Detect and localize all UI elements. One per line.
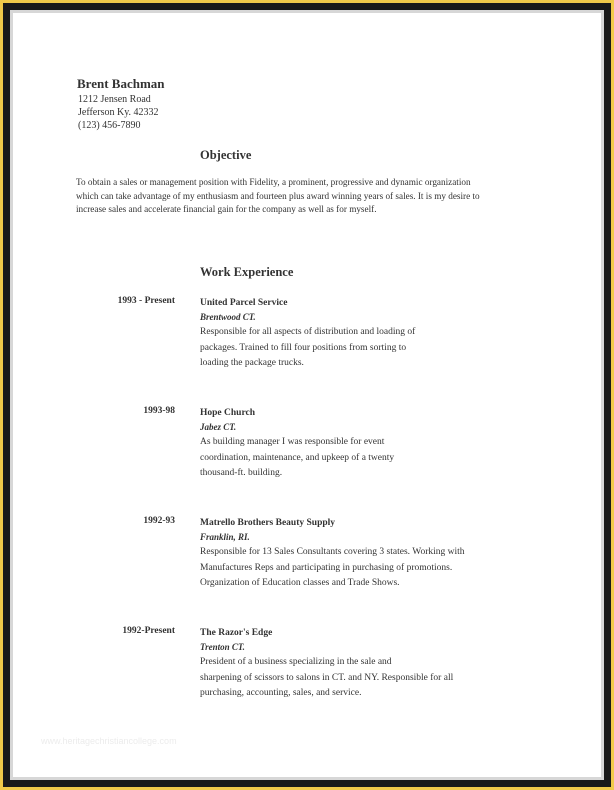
objective-line: increase sales and accelerate financial gain for the company as well as for myself.: [76, 204, 377, 214]
objective-heading: Objective: [200, 148, 252, 162]
job-description-line: President of a business specializing in the sale and: [200, 657, 392, 667]
applicant-name: Brent Bachman: [77, 76, 165, 91]
job-dates: 1992-Present: [122, 626, 175, 636]
resume-page: [13, 13, 601, 777]
job-dates: 1993-98: [143, 406, 175, 416]
job-description-line: Manufactures Reps and participating in purchasing of promotions.: [200, 562, 453, 573]
job-description-line: loading the package trucks.: [200, 358, 304, 368]
job-description: [200, 655, 530, 702]
job-location: Jabez CT.: [200, 422, 237, 432]
work-experience-heading: Work Experience: [200, 265, 294, 279]
job-details: [200, 516, 530, 592]
address-block: [78, 93, 159, 132]
objective-line: which can take advantage of my enthusiasm and fourteen plus award winning years of sales. It is my desire to: [76, 190, 480, 201]
job-description-line: coordination, maintenance, and upkeep of a twenty: [200, 452, 395, 463]
job-description-line: sharpening of scissors to salons in CT. and NY. Responsible for all: [200, 672, 454, 683]
objective-paragraph: [76, 176, 546, 217]
job-details: [200, 406, 530, 482]
job-dates: 1993 - Present: [117, 296, 175, 306]
job-description-line: packages. Trained to fill four positions from sorting to: [200, 342, 407, 353]
page-frame-mat: [10, 10, 604, 780]
job-location: Franklin, RI.: [200, 532, 250, 542]
address-line-city: Jefferson Ky. 42332: [78, 107, 159, 118]
job-employer: United Parcel Service: [200, 298, 288, 308]
job-description-line: Organization of Education classes and Trade Shows.: [200, 578, 400, 588]
job-description-line: thousand-ft. building.: [200, 468, 283, 478]
job-employer: Hope Church: [200, 408, 255, 418]
job-location: Trenton CT.: [200, 642, 245, 652]
job-description-line: Responsible for 13 Sales Consultants covering 3 states. Working with: [200, 547, 465, 557]
watermark-text: www.heritagechristiancollege.com: [41, 736, 177, 746]
address-line-phone: (123) 456-7890: [78, 120, 141, 131]
job-dates: 1992-93: [143, 516, 175, 526]
page-frame-border: [3, 3, 611, 787]
job-description-line: purchasing, accounting, sales, and service.: [200, 688, 362, 698]
job-details: [200, 626, 530, 702]
address-line-street: 1212 Jensen Road: [78, 94, 151, 105]
job-description: [200, 435, 530, 482]
job-location: Brentwood CT.: [200, 312, 256, 322]
job-description-line: Responsible for all aspects of distribution and loading of: [200, 327, 416, 337]
job-details: [200, 296, 530, 372]
job-employer: Matrello Brothers Beauty Supply: [200, 518, 336, 528]
job-employer: The Razor's Edge: [200, 628, 273, 638]
objective-line: To obtain a sales or management position with Fidelity, a prominent, progressive and dynamic organization: [76, 177, 471, 187]
job-description: [200, 325, 530, 372]
job-description: [200, 545, 530, 592]
job-description-line: As building manager I was responsible for event: [200, 437, 385, 447]
